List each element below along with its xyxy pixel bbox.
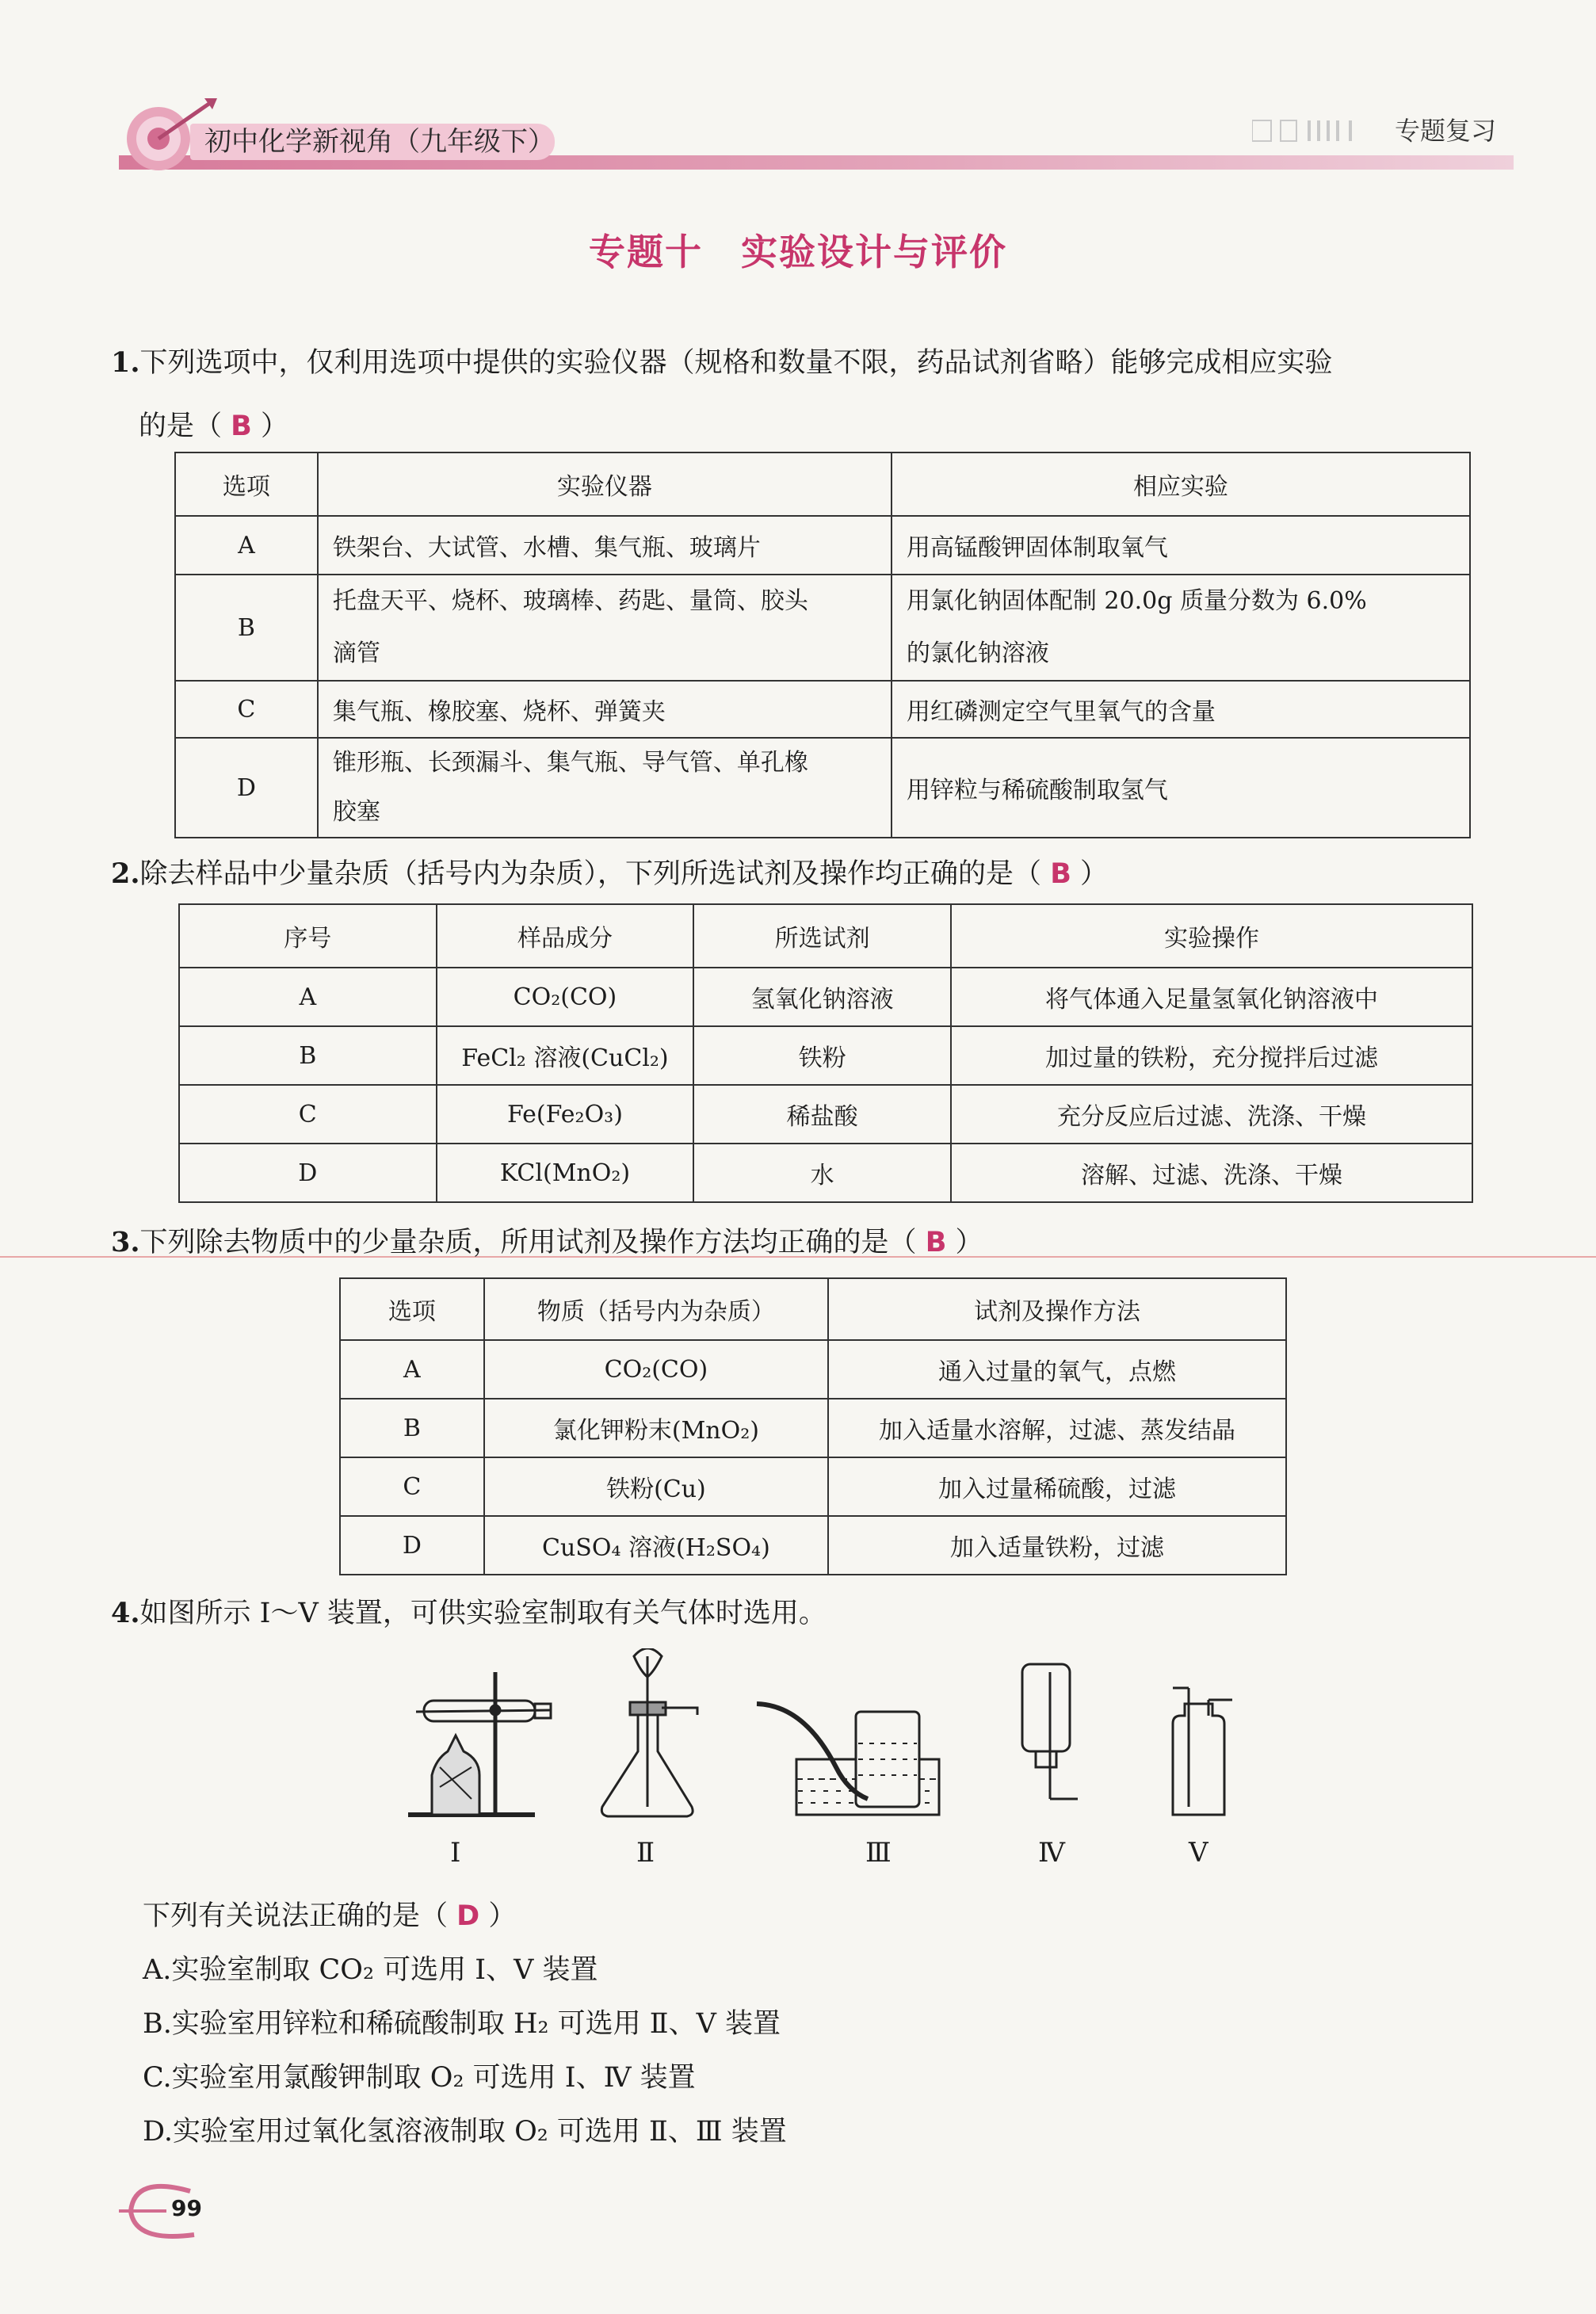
q3-text xyxy=(111,1220,983,1260)
q4-stem: 如图所示 Ⅰ～Ⅴ 装置，可供实验室制取有关气体时选用。 xyxy=(139,1598,827,1629)
q2-header-operation: 实验操作 xyxy=(951,904,1472,968)
table-row xyxy=(340,1340,1286,1399)
q4-text xyxy=(111,1591,827,1631)
apparatus-ii-conical-flask-icon xyxy=(601,1648,697,1816)
table-row xyxy=(179,968,1472,1026)
q2-row-reagent: 稀盐酸 xyxy=(693,1085,951,1144)
q3-row-substance: 氯化钾粉末(MnO₂) xyxy=(484,1399,828,1457)
q3-header-option: 选项 xyxy=(340,1278,484,1340)
q1-table xyxy=(174,452,1471,838)
q1-header-option: 选项 xyxy=(175,452,318,516)
q2-row-sample: Fe(Fe₂O₃) xyxy=(437,1085,694,1144)
q3-row-method: 加入过量稀硫酸，过滤 xyxy=(828,1457,1286,1516)
q4-number: 4. xyxy=(111,1597,140,1629)
q1-instruments-line: 锥形瓶、长颈漏斗、集气瓶、导气管、单孔橡 xyxy=(332,749,808,777)
q2-header-sample: 样品成分 xyxy=(437,904,694,968)
q1-text-line1 xyxy=(111,341,1333,380)
book-title: 初中化学新视角（九年级下） xyxy=(190,124,555,160)
q1-paren-close: ） xyxy=(260,410,288,442)
q3-row-option: A xyxy=(340,1340,484,1399)
q4-option-b: B.实验室用锌粒和稀硫酸制取 H₂ 可选用 Ⅱ、Ⅴ 装置 xyxy=(143,2008,781,2040)
q1-stem-end: 的是（ xyxy=(139,410,223,442)
q2-row-operation: 充分反应后过滤、洗涤、干燥 xyxy=(951,1085,1472,1144)
q4-prompt-text: 下列有关说法正确的是（ xyxy=(143,1900,449,1932)
q2-row-reagent: 铁粉 xyxy=(693,1026,951,1085)
q2-header-reagent: 所选试剂 xyxy=(693,904,951,968)
q2-row-reagent: 氢氧化钠溶液 xyxy=(693,968,951,1026)
q1-row-instruments xyxy=(318,575,892,681)
q1-row-option: C xyxy=(175,681,318,738)
q3-row-option: B xyxy=(340,1399,484,1457)
table-row xyxy=(340,1399,1286,1457)
q4-paren-close: ） xyxy=(488,1900,517,1932)
q2-row-operation: 溶解、过滤、洗涤、干燥 xyxy=(951,1144,1472,1202)
q2-row-option: D xyxy=(179,1144,437,1202)
q2-row-operation: 将气体通入足量氢氧化钠溶液中 xyxy=(951,968,1472,1026)
q1-row-instruments: 集气瓶、橡胶塞、烧杯、弹簧夹 xyxy=(318,681,892,738)
apparatus-label-iv: Ⅳ xyxy=(1038,1837,1065,1869)
table-row xyxy=(179,1144,1472,1202)
q2-answer: B xyxy=(1050,858,1071,890)
section-label: 专题复习 xyxy=(1395,116,1497,146)
q1-row-experiment: 用红磷测定空气里氧气的含量 xyxy=(892,681,1470,738)
q3-row-option: C xyxy=(340,1457,484,1516)
q2-table xyxy=(178,903,1473,1203)
q1-row-instruments: 铁架台、大试管、水槽、集气瓶、玻璃片 xyxy=(318,516,892,575)
apparatus-figure xyxy=(392,1648,1264,1831)
q1-header-experiment: 相应实验 xyxy=(892,452,1470,516)
page-number: 99 xyxy=(171,2195,202,2221)
q3-row-substance: 铁粉(Cu) xyxy=(484,1457,828,1516)
q2-stem: 除去样品中少量杂质（括号内为杂质），下列所选试剂及操作均正确的是（ xyxy=(139,858,1042,890)
q3-row-substance: CO₂(CO) xyxy=(484,1340,828,1399)
q1-row-experiment: 用高锰酸钾固体制取氧气 xyxy=(892,516,1470,575)
apparatus-iii-water-trough-icon xyxy=(757,1704,939,1815)
q2-row-sample: CO₂(CO) xyxy=(437,968,694,1026)
table-row xyxy=(175,738,1470,838)
q1-row-experiment: 用锌粒与稀硫酸制取氢气 xyxy=(892,738,1470,838)
q3-row-method: 加入适量铁粉，过滤 xyxy=(828,1516,1286,1575)
q1-experiment-line: 用氯化钠固体配制 20.0g 质量分数为 6.0% xyxy=(906,587,1367,615)
apparatus-label-v: Ⅴ xyxy=(1189,1837,1208,1869)
q3-row-method: 加入适量水溶解，过滤、蒸发结晶 xyxy=(828,1399,1286,1457)
q1-header-instruments: 实验仪器 xyxy=(318,452,892,516)
q4-option-d: D.实验室用过氧化氢溶液制取 O₂ 可选用 Ⅱ、Ⅲ 装置 xyxy=(143,2116,787,2148)
q1-row-experiment xyxy=(892,575,1470,681)
q3-row-option: D xyxy=(340,1516,484,1575)
q4-option-a: A.实验室制取 CO₂ 可选用 Ⅰ、Ⅴ 装置 xyxy=(143,1954,598,1986)
table-header-row xyxy=(175,452,1470,516)
q2-row-option: B xyxy=(179,1026,437,1085)
q2-paren-close: ） xyxy=(1080,858,1109,890)
apparatus-i-test-tube-heating-icon xyxy=(408,1672,551,1815)
q1-row-option: D xyxy=(175,738,318,838)
q1-text-line2 xyxy=(139,404,288,444)
q2-number: 2. xyxy=(111,857,140,890)
q2-row-option: A xyxy=(179,968,437,1026)
apparatus-label-ii: Ⅱ xyxy=(636,1837,655,1869)
q3-row-method: 通入过量的氧气，点燃 xyxy=(828,1340,1286,1399)
q2-row-reagent: 水 xyxy=(693,1144,951,1202)
q1-experiment-line: 的氯化钠溶液 xyxy=(906,640,1049,667)
page-title: 专题十 实验设计与评价 xyxy=(589,231,1007,273)
apparatus-label-i: Ⅰ xyxy=(450,1837,461,1869)
table-row xyxy=(340,1516,1286,1575)
q3-paren-close: ） xyxy=(955,1227,983,1258)
q1-row-option: A xyxy=(175,516,318,575)
table-row xyxy=(175,681,1470,738)
q2-text xyxy=(111,852,1108,892)
q1-number: 1. xyxy=(111,346,140,379)
table-header-row xyxy=(340,1278,1286,1340)
q3-header-method: 试剂及操作方法 xyxy=(828,1278,1286,1340)
q3-number: 3. xyxy=(111,1226,140,1258)
table-row xyxy=(175,575,1470,681)
q2-row-operation: 加过量的铁粉，充分搅拌后过滤 xyxy=(951,1026,1472,1085)
q2-row-sample: FeCl₂ 溶液(CuCl₂) xyxy=(437,1026,694,1085)
q1-stem: 下列选项中，仅利用选项中提供的实验仪器（规格和数量不限，药品试剂省略）能够完成相应实验 xyxy=(139,347,1333,379)
q4-option-c: C.实验室用氯酸钾制取 O₂ 可选用 Ⅰ、Ⅳ 装置 xyxy=(143,2062,696,2094)
q1-instruments-line: 托盘天平、烧杯、玻璃棒、药匙、量筒、胶头 xyxy=(332,587,808,615)
q1-row-instruments xyxy=(318,738,892,838)
table-header-row xyxy=(179,904,1472,968)
q3-answer: B xyxy=(925,1227,947,1258)
q4-prompt xyxy=(143,1894,516,1934)
apparatus-label-iii: Ⅲ xyxy=(865,1837,892,1869)
apparatus-iv-inverted-bottle-icon xyxy=(1022,1664,1078,1799)
q1-row-option: B xyxy=(175,575,318,681)
table-row xyxy=(175,516,1470,575)
q2-row-sample: KCl(MnO₂) xyxy=(437,1144,694,1202)
q2-header-index: 序号 xyxy=(179,904,437,968)
q3-stem: 下列除去物质中的少量杂质，所用试剂及操作方法均正确的是（ xyxy=(139,1227,917,1258)
q2-row-option: C xyxy=(179,1085,437,1144)
table-row xyxy=(179,1026,1472,1085)
header-stripes-decoration xyxy=(1252,116,1379,147)
q3-header-substance: 物质（括号内为杂质） xyxy=(484,1278,828,1340)
q3-table xyxy=(339,1277,1287,1575)
apparatus-v-gas-bottle-icon xyxy=(1173,1688,1232,1815)
q3-row-substance: CuSO₄ 溶液(H₂SO₄) xyxy=(484,1516,828,1575)
table-row xyxy=(340,1457,1286,1516)
q1-instruments-line: 滴管 xyxy=(332,640,380,667)
q1-answer: B xyxy=(231,410,252,442)
q4-answer: D xyxy=(456,1900,480,1932)
q1-instruments-line: 胶塞 xyxy=(332,798,380,826)
table-row xyxy=(179,1085,1472,1144)
